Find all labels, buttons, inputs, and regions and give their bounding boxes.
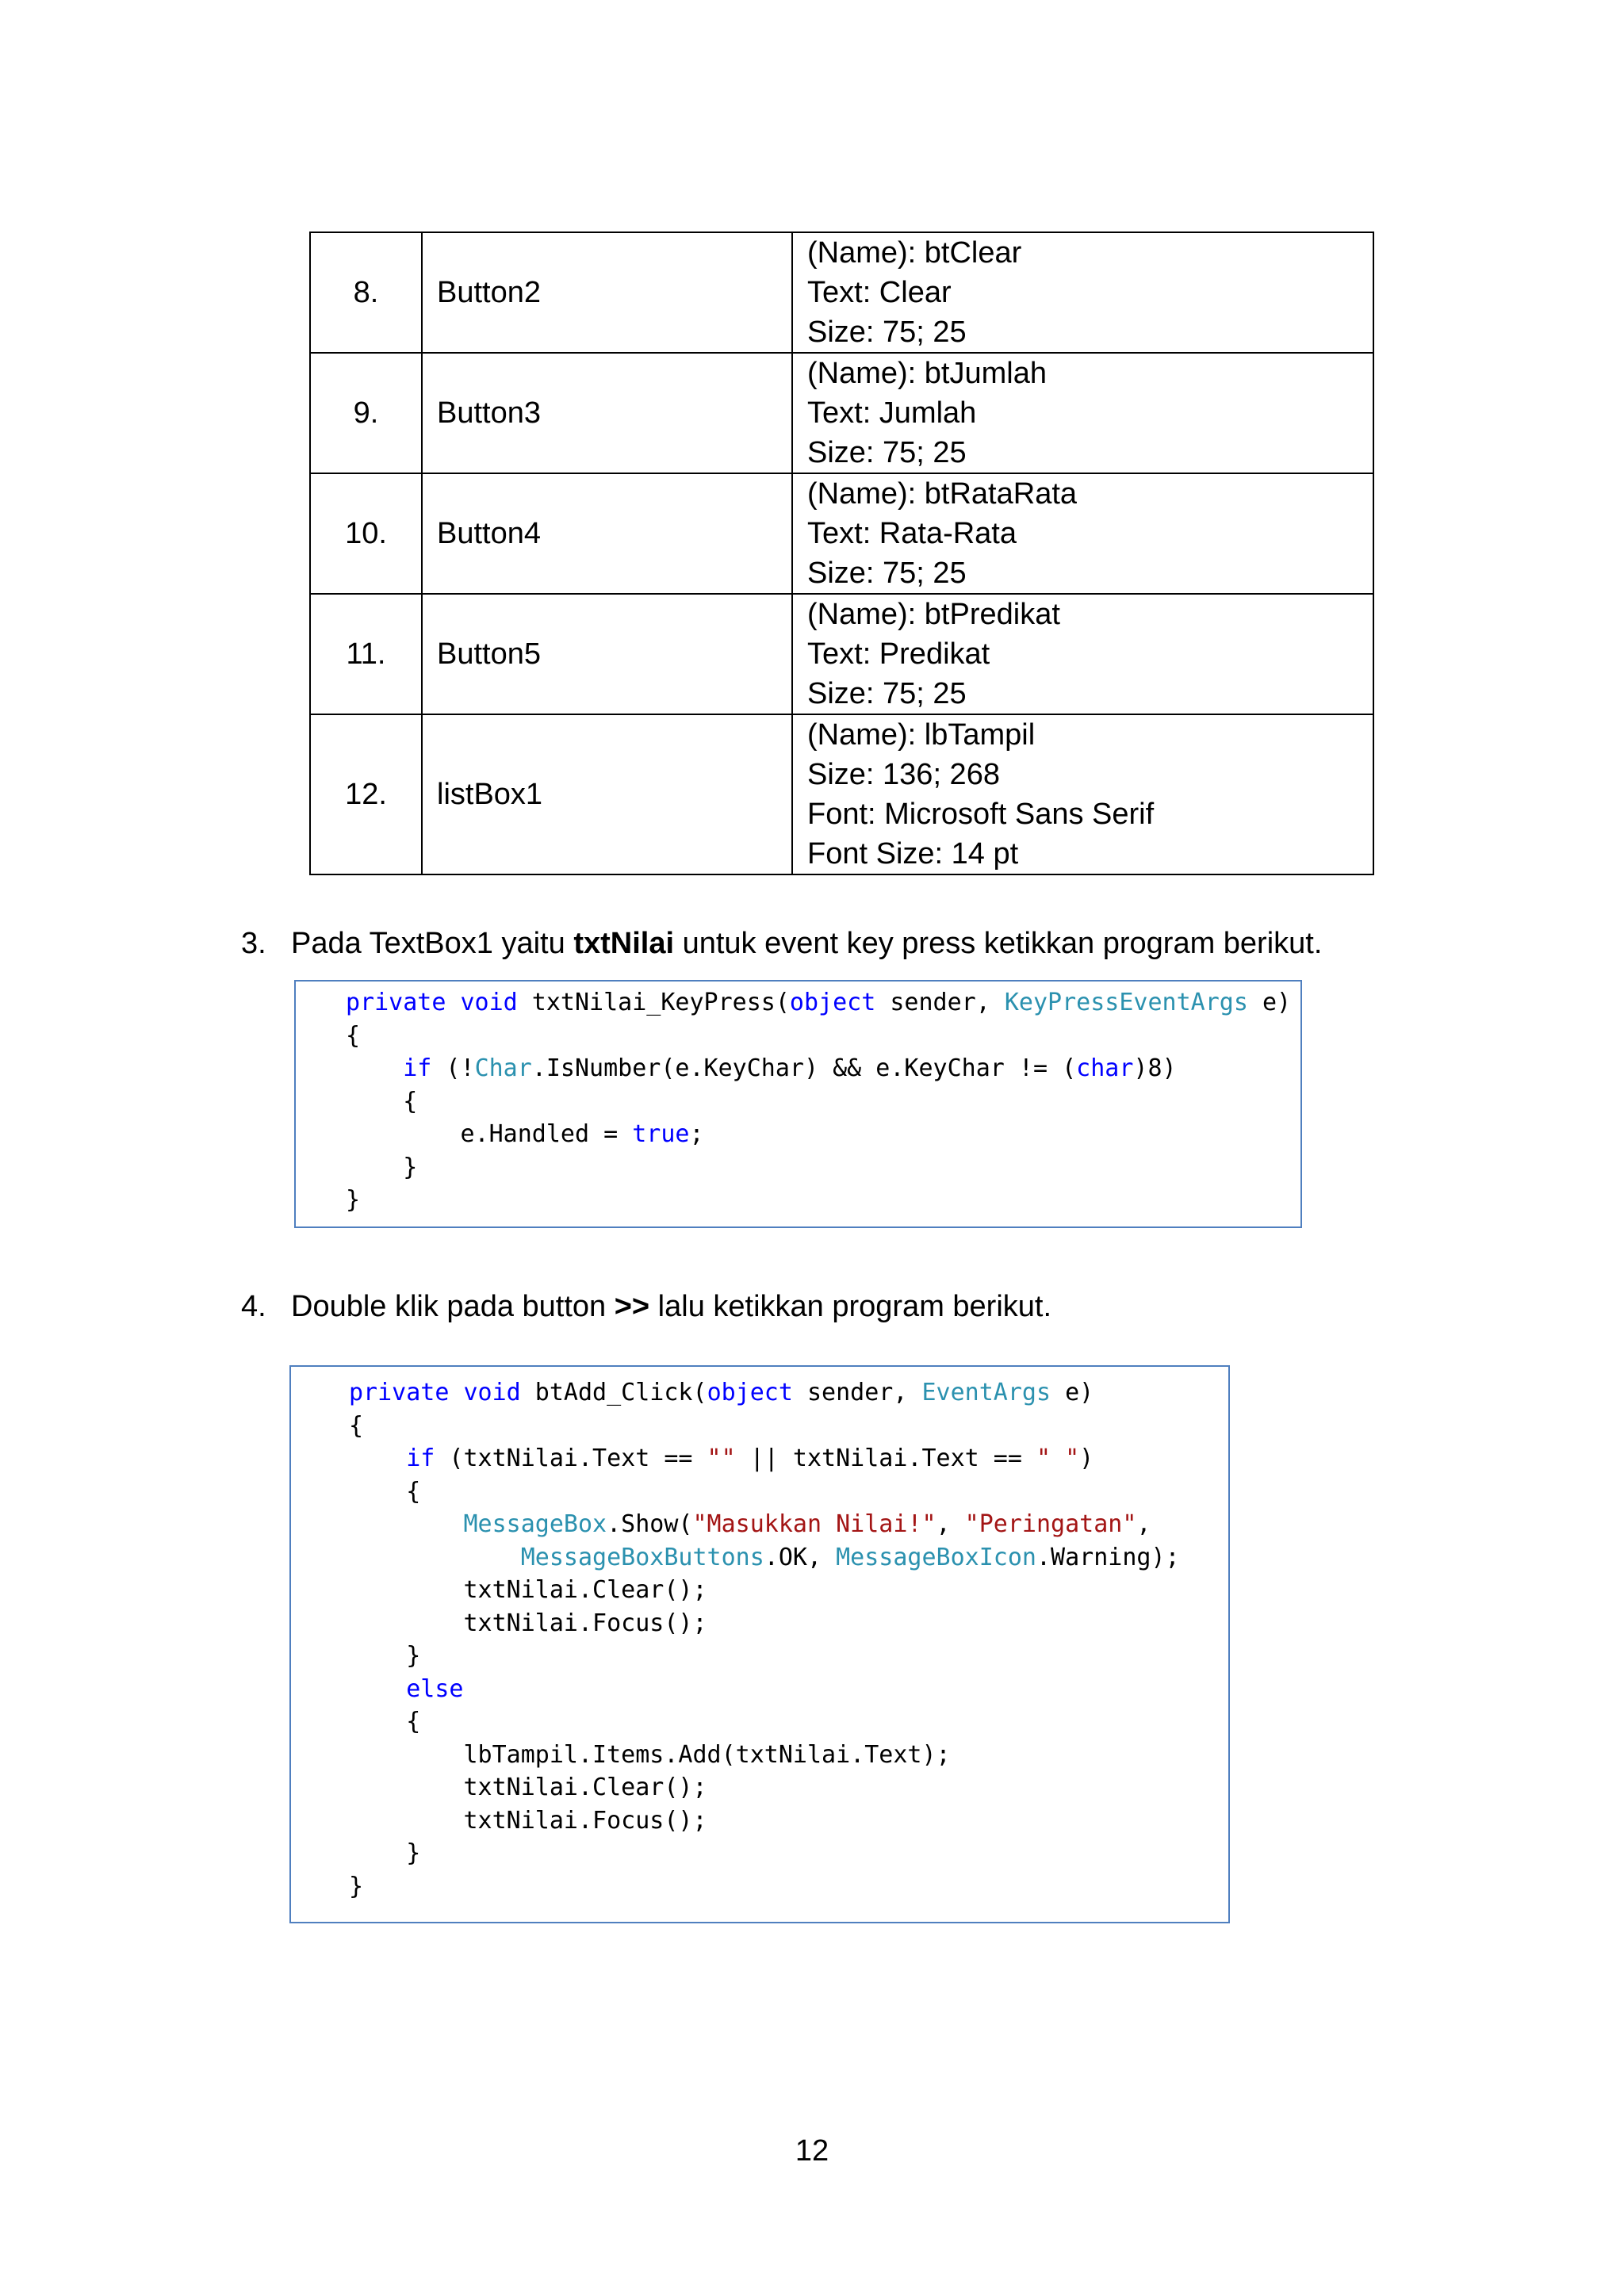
code-line: private void txtNilai_KeyPress(object sender, KeyPressEventArgs e) [346,989,1292,1016]
emphasis: txtNilai [573,927,675,960]
property-list [792,594,1373,714]
row-number: 11. [310,594,422,714]
property-line: Size: 75; 25 [807,436,967,469]
property-line: Size: 136; 268 [807,758,1000,791]
property-list [792,714,1373,874]
property-line: Font: Microsoft Sans Serif [807,798,1155,831]
code-line: else [406,1674,464,1703]
step-text: Pada TextBox1 yaitu txtNilai untuk event key press ketikkan program berikut. [291,927,1323,960]
property-line: (Name): btClear [807,236,1022,270]
component-name: Button3 [422,353,792,473]
property-line: Size: 75; 25 [807,316,967,349]
step-number: 4. [241,1290,266,1323]
property-line: Text: Rata-Rata [807,517,1017,550]
code-line: txtNilai.Focus(); [349,1609,707,1637]
property-list [792,473,1373,594]
component-name: listBox1 [422,714,792,874]
step-text: Double klik pada button >> lalu ketikkan program berikut. [291,1290,1052,1323]
property-line: Text: Clear [807,276,952,309]
table-row [310,714,1373,874]
row-number: 10. [310,473,422,594]
property-list [792,232,1373,353]
row-number: 9. [310,353,422,473]
property-list [792,353,1373,473]
code-listing [346,986,1291,1217]
code-line: txtNilai.Clear(); [349,1576,707,1604]
table-row [310,353,1373,473]
code-line: txtNilai.Clear(); [349,1774,707,1801]
code-line: { [349,1477,421,1506]
property-line: (Name): lbTampil [807,718,1036,752]
code-block-btadd-click [289,1365,1230,1923]
code-line: lbTampil.Items.Add(txtNilai.Text); [349,1740,951,1769]
property-line: (Name): btJumlah [807,357,1047,390]
table-row [310,473,1373,594]
property-line: (Name): btRataRata [807,477,1078,511]
property-line: Text: Jumlah [807,396,977,430]
code-line: e.Handled = true; [346,1120,704,1148]
code-line: { [346,1087,418,1115]
properties-table [309,232,1374,875]
code-line: } [349,1839,421,1867]
emphasis: >> [614,1290,650,1323]
code-block-keypress [294,980,1302,1228]
row-number: 8. [310,232,422,353]
row-number: 12. [310,714,422,874]
page-number: 12 [795,2134,829,2168]
code-line: } [346,1153,418,1181]
component-name: Button5 [422,594,792,714]
step-number: 3. [241,927,266,960]
code-line: { [349,1411,364,1440]
property-line: Font Size: 14 pt [807,837,1019,871]
code-line: } [349,1642,421,1670]
property-line: Size: 75; 25 [807,677,967,710]
property-line: Text: Predikat [807,637,990,671]
code-line: { [349,1708,421,1735]
table-row [310,232,1373,353]
code-line: { [346,1021,361,1050]
code-line: txtNilai.Focus(); [349,1806,707,1835]
code-line: } [349,1872,364,1900]
code-listing [349,1376,1180,1903]
code-line: if (!Char.IsNumber(e.KeyChar) && e.KeyChar != (char)8) [403,1054,1177,1082]
step-3-instruction [241,924,1431,963]
code-line: private void btAdd_Click(object sender, EventArgs e) [349,1379,1094,1406]
property-line: (Name): btPredikat [807,598,1060,631]
code-line: if (txtNilai.Text == "" || txtNilai.Text == " ") [406,1445,1094,1472]
code-line: } [346,1186,361,1214]
table-row [310,594,1373,714]
code-line: MessageBox.Show("Masukkan Nilai!", "Peringatan", [463,1510,1151,1538]
code-line: MessageBoxButtons.OK, MessageBoxIcon.Warning); [520,1543,1180,1571]
property-line: Size: 75; 25 [807,557,967,590]
component-name: Button2 [422,232,792,353]
step-4-instruction [241,1287,1431,1326]
component-name: Button4 [422,473,792,594]
